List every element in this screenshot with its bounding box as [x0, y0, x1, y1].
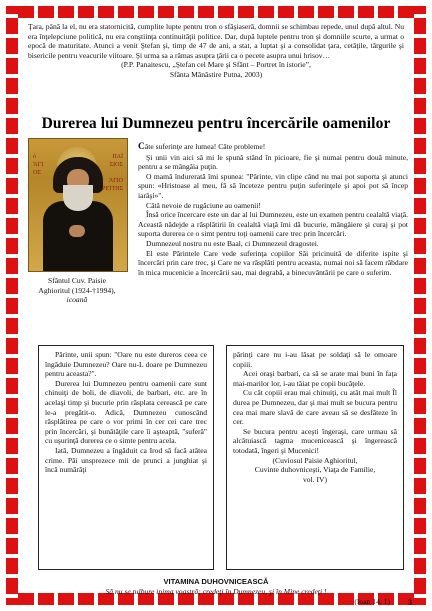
box-left-paragraph-2: Durerea lui Dumnezeu pentru oamenii care sunt chinuiţi de boli, de diavoli, de barbari, etc. are în acelaşi timp şi bucurie prin răsplata cerească pe care le-a pregătit-o. Adică, Dumnezeu cunoscând răsplătirea pe care o vor primi în cer cei care trec prin încercări, şi bunătăţile care îi aşteaptă, "suferă" cu uşurinţă durerea ce o simte pentru acela.: [45, 378, 207, 446]
box-right-citation-3: vol. IV): [302, 474, 328, 484]
intro-citation-line1: (P.P. Panaitescu, „Ştefan cel Mare şi Sfânt – Portret în istorie”,: [121, 60, 311, 70]
intro-section: [28, 22, 404, 80]
box-right-paragraph-2: Acei oraşi barbari, ca să se arate mai buni în faţa mai-marilor lor, i-au tăiat pe copii bucăţele.: [233, 369, 397, 388]
main-paragraph-6: Dumnezeul nostru nu este Baal, ci Dumnezeul dragostei.: [146, 238, 319, 248]
main-paragraph-2: Şi unii vin aici să mi le spună stând în picioare, fie şi numai pentru două minute, pentru a se mângâia puţin.: [138, 152, 408, 172]
main-paragraph-1: [138, 142, 408, 153]
footer-heading: VITAMINA DUHOVNICEASCĂ: [163, 577, 269, 586]
page-number: 3: [408, 598, 412, 607]
icon-inscription-left: ὁ ἍΓΙ ΟΣ: [33, 154, 44, 176]
icon-caption: [24, 276, 130, 305]
footer-reference: (Ioan 14, 1): [354, 597, 390, 606]
article-title: Durerea lui Dumnezeu pentru încercările oamenilor: [41, 115, 391, 132]
intro-paragraph: Ţara, până la el, nu era statornicită, cumplite lupte pentru tron o sfâşiaseră, domnii se schimbau repede, unul după altul. Nu era înţelepciune politică, nu era conştiinţa continuităţii politice. Dar, după luptele pentru tron şi domniile scurte, a urmat o epocă de maturitate. Atunci a venit Ştefan şi, timp de 47 de ani, a stat, a luptat şi a consolidat ţara, cetăţile, târgurile şi bisericile pentru veacurile viitoare. Şi urma sa a rămas asupra ţării ca o pecete asupra unui hrisov…: [28, 22, 404, 60]
page-content: [20, 20, 412, 607]
saint-icon-image: [28, 138, 128, 272]
box-right-citation-1: (Cuviosul Paisie Aghioritul,: [272, 455, 358, 465]
decorative-border-right: [414, 6, 426, 605]
box-left-paragraph-1: Părinte, unii spun: "Oare nu este dureros ceea ce îngăduie Dumnezeu? Oare nu-L doare pe Dumnezeu pentru aceasta?".: [45, 350, 207, 379]
beard-shape: [63, 185, 93, 211]
caption-line3: [24, 295, 130, 305]
quote-box-right: [226, 345, 404, 570]
footer-quote: Să nu se tulbure inima voastră; credeţi în Dumnezeu, şi în Mine credeţi !: [105, 587, 327, 596]
box-left-paragraph-3: Iată, Dumnezeu a îngăduit ca Irod să facă atâtea crime. Păi unsprezece mii de prunci a junghiat şi încă numărăţi: [45, 445, 207, 475]
main-paragraph-5: Însă orice încercare este un dar al lui Dumnezeu, este un examen pentru cealaltă viaţă. Această nădejde a răsplătirii în cealaltă viaţă îmi dă bucurie, mângâiere şi curaj şi pot suporta durerea ce o simt pentru toţi oamenii care trec prin încercări.: [138, 210, 408, 239]
decorative-border-top: [6, 6, 426, 18]
decorative-border-left: [6, 6, 18, 605]
main-p1-text: âte suferinţe are lumea! Câte probleme!: [144, 142, 266, 151]
main-article-text: [138, 142, 408, 277]
box-right-citation-2: Cuvinte duhovniceşti, Viaţa de Familie,: [254, 465, 376, 475]
intro-citation-line2: Sfânta Mănăstire Putna, 2003): [169, 69, 263, 79]
box-right-paragraph-1: părinţi care nu i-au lăsat pe soldaţi să le omoare copiii.: [233, 350, 397, 369]
caption-line2: Aghioritul (1924-†1994),: [38, 285, 116, 295]
main-paragraph-7: El este Părintele Care vede suferinţa copiilor Săi pricinuită de diferite ispite şi încercări prin care trec, şi Care ne va răsplăti pentru aceasta, numai noi să facem răbdare în mica mucenicie a încercării sau, mai degrabă, a binecuvântării pe care o suferim.: [138, 248, 408, 277]
caption-line3-text: icoană: [66, 295, 88, 305]
box-right-paragraph-3: Cu cât copiii erau mai chinuiţi, cu atât mai mult Îl durea pe Dumnezeu, dar şi mai mult se bucura pentru cea mai mare slavă de care aveau să se desfăteze în cer.: [233, 388, 397, 427]
main-paragraph-4: Câtă nevoie de rugăciune au oamenii!: [146, 200, 261, 210]
caption-line1: Sfântul Cuv. Paisie: [48, 276, 106, 285]
main-paragraph-3: O mamă îndurerată îmi spunea: "Părinte, vin clipe când nu mai pot suporta şi atunci spun: «Hristoase al meu, fă să înceteze pentru puţin suferinţele şi apoi pot să încep iarăşi»".: [138, 171, 408, 200]
box-right-paragraph-4: Se bucura pentru aceşti îngeraşi, care urmau să alcătuiască tagma mucenicească şi îngerească totodată, îngeri şi Mucenici!: [233, 426, 397, 455]
quote-box-left: [38, 345, 214, 570]
icon-inscription-right: ΠΑΪ ΣΙΟΣ ἈΓΙΟ ΡΕΊΤΗΣ: [102, 154, 123, 192]
hand-shape: [69, 225, 85, 237]
dropcap-letter: C: [138, 142, 145, 152]
